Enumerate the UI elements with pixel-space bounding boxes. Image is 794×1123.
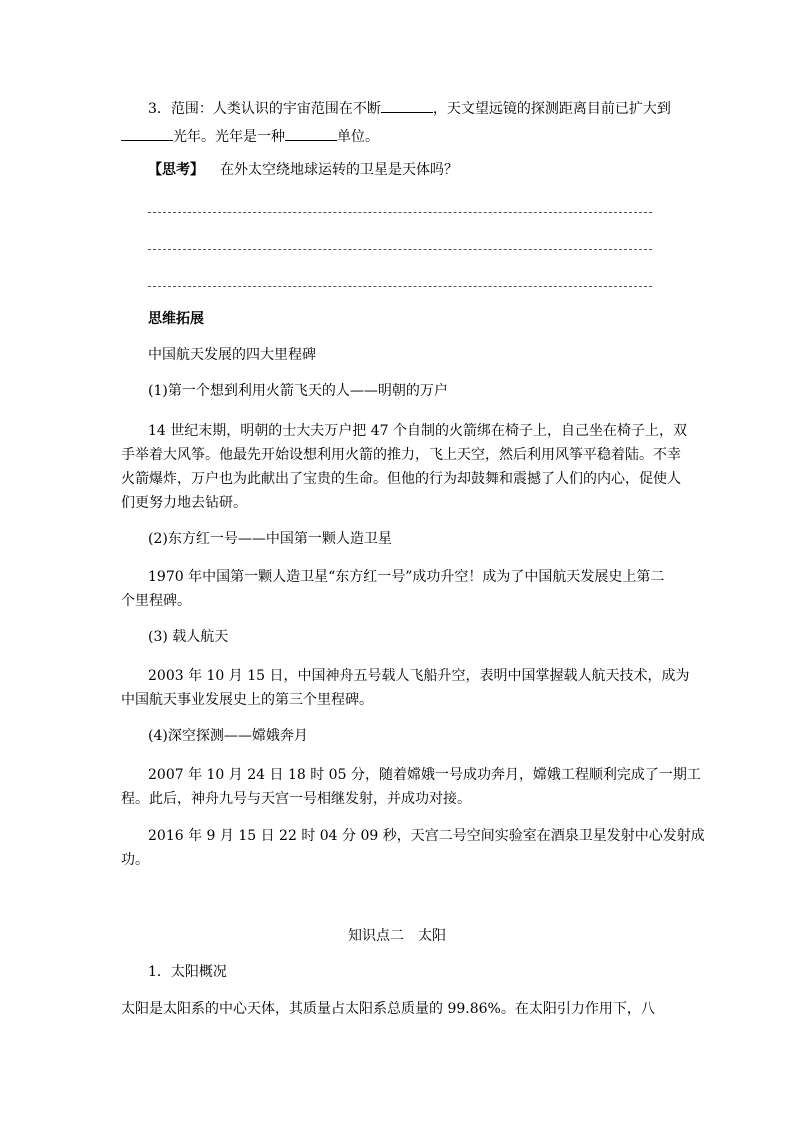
- section3-line2: [121, 126, 379, 147]
- item1-line-3: 火箭爆炸，万户也为此献出了宝贵的生命。但他的行为却鼓舞和震撼了人们的内心，促使人: [121, 471, 681, 487]
- item3-line-1: 2003 年 10 月 15 日，中国神舟五号载人飞船升空，表明中国掌握载人航天技术，成为: [148, 668, 690, 684]
- item4-title: (4)深空探测——嫦娥奔月: [148, 728, 308, 744]
- section3-line1: [148, 98, 671, 119]
- expand-title: 中国航天发展的四大里程碑: [148, 347, 316, 363]
- answer-line-2[interactable]: [148, 249, 652, 250]
- item5-line-1: 2016 年 9 月 15 日 22 时 04 分 09 秒，天宫二号空间实验室在酒泉卫星发射中心发射成: [148, 828, 705, 844]
- knowledge2-sub1: 1．太阳概况: [148, 964, 227, 980]
- section3-middle: ，天文望远镜的探测距离目前已扩大到: [432, 101, 671, 117]
- item5-line-2: 功。: [121, 852, 149, 868]
- item2-title: (2)东方红一号——中国第一颗人造卫星: [148, 531, 392, 547]
- fill-blank-1[interactable]: [381, 98, 433, 113]
- item1-line-1: 14 世纪末期，明朝的士大夫万户把 47 个自制的火箭绑在椅子上，自己坐在椅子上，双: [148, 423, 687, 439]
- fill-blank-2[interactable]: [121, 126, 173, 141]
- item1-line-4: 们更努力地去钻研。: [121, 495, 247, 511]
- item3-line-2: 中国航天事业发展史上的第三个里程碑。: [121, 692, 373, 708]
- item2-line-2: 个里程碑。: [121, 593, 191, 609]
- think-label: 【思考】: [148, 162, 204, 178]
- item3-title: (3) 载人航天: [148, 629, 229, 645]
- knowledge2-line1: 太阳是太阳系的中心天体，其质量占太阳系总质量的 99.86%。在太阳引力作用下，八: [121, 1001, 655, 1017]
- item4-line-1: 2007 年 10 月 24 日 18 时 05 分，随着嫦娥一号成功奔月，嫦娥工程顺利完成了一期工: [148, 767, 701, 783]
- fill-blank-3[interactable]: [285, 126, 337, 141]
- think-line: [148, 160, 458, 180]
- knowledge2-title: 知识点二 太阳: [348, 928, 446, 944]
- section3-line2-part1: 光年。光年是一种: [173, 129, 285, 145]
- expand-heading: 思维拓展: [148, 311, 204, 327]
- item2-line-1: 1970 年中国第一颗人造卫星“东方红一号”成功升空！成为了中国航天发展史上第二: [148, 569, 665, 585]
- answer-line-1[interactable]: [148, 212, 652, 213]
- item1-title: (1)第一个想到利用火箭飞天的人——明朝的万户: [148, 383, 448, 399]
- think-question: 在外太空绕地球运转的卫星是天体吗？: [220, 162, 458, 178]
- section3-prefix: 3．范围：人类认识的宇宙范围在不断: [148, 101, 381, 117]
- item1-line-2: 手举着大风筝。他最先开始设想利用火箭的推力，飞上天空，然后利用风筝平稳着陆。不幸: [121, 447, 681, 463]
- section3-line2-part2: 单位。: [337, 129, 379, 145]
- item4-line-2: 程。此后，神舟九号与天宫一号相继发射，并成功对接。: [121, 791, 471, 807]
- answer-line-3[interactable]: [148, 286, 652, 287]
